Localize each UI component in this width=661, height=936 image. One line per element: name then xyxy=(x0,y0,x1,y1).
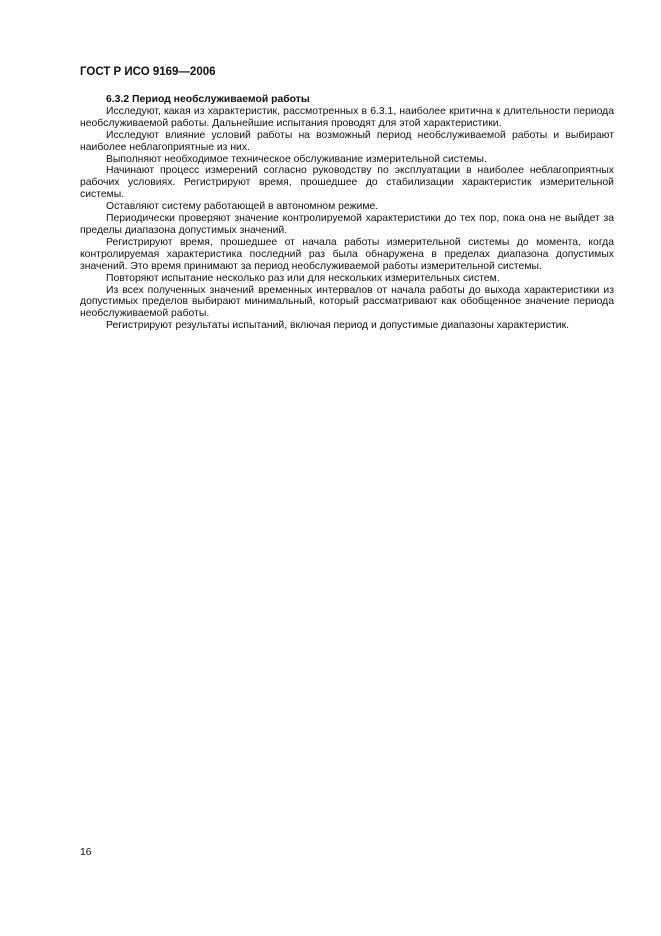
paragraph: Исследуют влияние условий работы на возможный период необслуживаемой работы и выбирают наиболее неблагоприятные из них. xyxy=(80,129,614,153)
page-number: 16 xyxy=(80,847,92,858)
section-heading: 6.3.2 Период необслуживаемой работы xyxy=(106,94,310,105)
paragraph: Начинают процесс измерений согласно руководству по эксплуатации в наиболее неблагоприятных рабочих условиях. Регистрируют время, прошедшее до стабилизации характеристик измерительной системы. xyxy=(80,165,614,201)
paragraph: Исследуют, какая из характеристик, рассмотренных в 6.3.1, наиболее критична к длительности периода необслуживаемой работы. Дальнейшие испытания проводят для этой характеристики. xyxy=(80,105,614,129)
paragraph: Периодически проверяют значение контролируемой характеристики до тех пор, пока она не выйдет за пределы диапазона допустимых значений. xyxy=(80,213,614,236)
section-content xyxy=(80,94,614,332)
document-code-header: ГОСТ Р ИСО 9169—2006 xyxy=(80,66,216,78)
paragraph: Регистрируют время, прошедшее от начала работы измерительной системы до момента, когда контролируемая характеристика последний раз была обнаружена в пределах диапазона допустимых значений. Это время принимают за период необслуживаемой работы измерительной системы. xyxy=(80,236,614,272)
paragraph: Оставляют систему работающей в автономном режиме. xyxy=(106,201,379,213)
paragraph: Из всех полученных значений временных интервалов от начала работы до выхода характеристики из допустимых пределов выбирают минимальный, который рассматривают как обобщенное значение периода необслуживаемой работы. xyxy=(80,284,614,320)
paragraph: Повторяют испытание несколько раз или для нескольких измерительных систем. xyxy=(106,272,500,284)
paragraph: Регистрируют результаты испытаний, включая период и допустимые диапазоны характеристик. xyxy=(106,320,570,332)
paragraph: Выполняют необходимое техническое обслуживание измерительной системы. xyxy=(106,153,487,165)
